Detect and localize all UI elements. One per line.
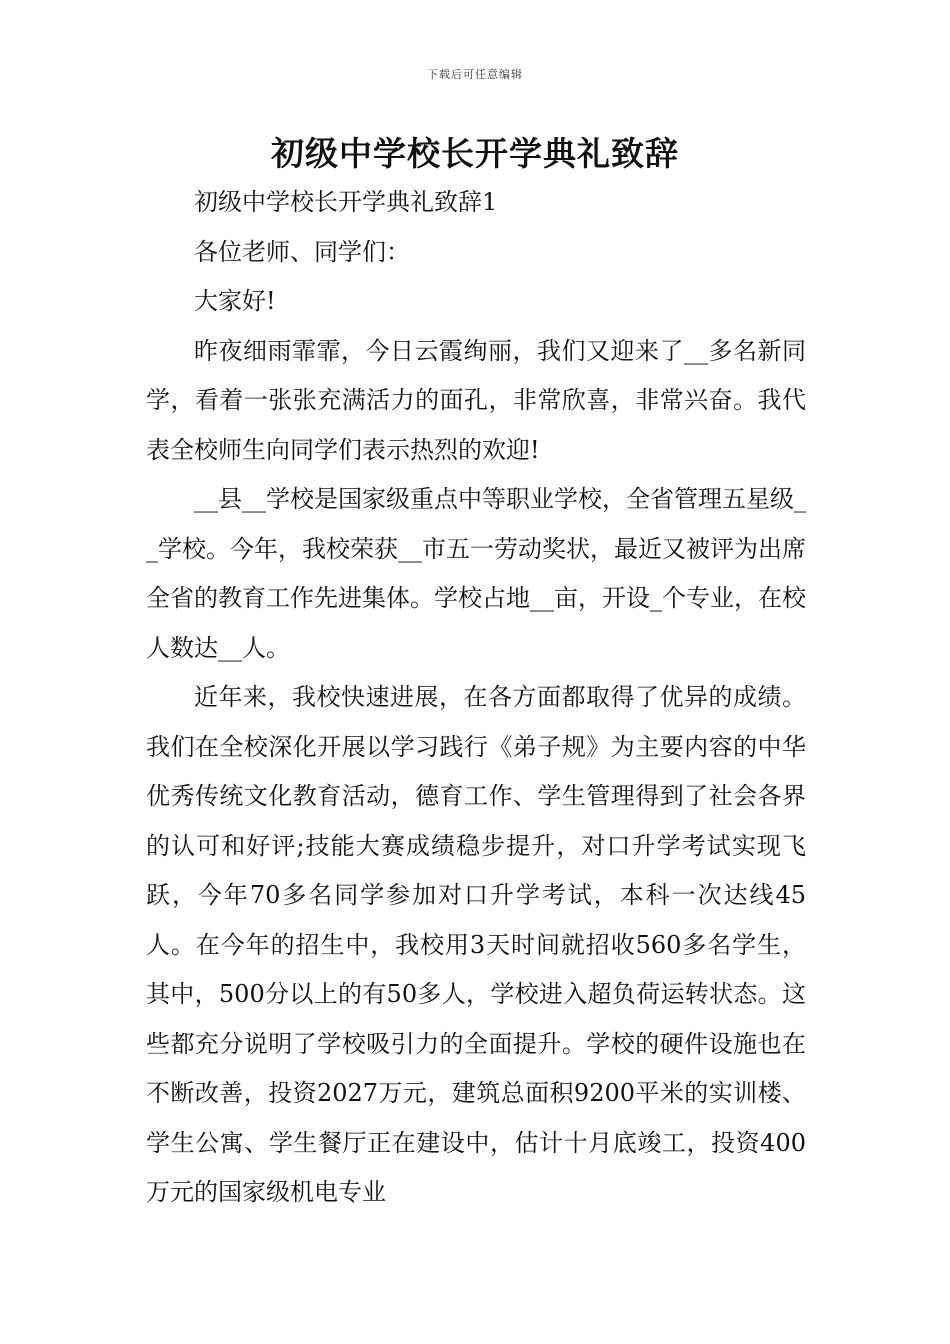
paragraph-subtitle: 初级中学校长开学典礼致辞1 [194,188,498,216]
paragraph-school-intro: __县__学校是国家级重点中等职业学校，全省管理五星级__学校。今年，我校荣获__市五一劳动奖状，最近又被评为出席全省的教育工作先进集体。学校占地__亩，开设_个专业，在校人数达__人。 [146,485,806,662]
header-note: 下载后可任意编辑 [427,68,523,81]
paragraph-greeting: 大家好! [194,287,276,315]
paragraph-achievements: 近年来，我校快速进展，在各方面都取得了优异的成绩。我们在全校深化开展以学习践行《弟子规》为主要内容的中华优秀传统文化教育活动，德育工作、学生管理得到了社会各界的认可和好评;技能大赛成绩稳步提升，对口升学考试实现飞跃，今年70多名同学参加对口升学考试，本科一次达线45人。在今年的招生中，我校用3天时间就招收560多名学生，其中，500分以上的有50多人，学校进入超负荷运转状态。这些都充分说明了学校吸引力的全面提升。学校的硬件设施也在不断改善，投资2027万元，建筑总面积9200平米的实训楼、学生公寓、学生餐厅正在建设中，估计十月底竣工，投资400万元的国家级机电专业 [146,683,806,1206]
document-title: 初级中学校长开学典礼致辞 [271,134,679,173]
paragraph-welcome: 昨夜细雨霏霏，今日云霞绚丽，我们又迎来了__多名新同学，看着一张张充满活力的面孔，非常欣喜，非常兴奋。我代表全校师生向同学们表示热烈的欢迎! [146,336,806,464]
document-body [146,178,806,1218]
paragraph-salutation: 各位老师、同学们： [194,237,410,266]
